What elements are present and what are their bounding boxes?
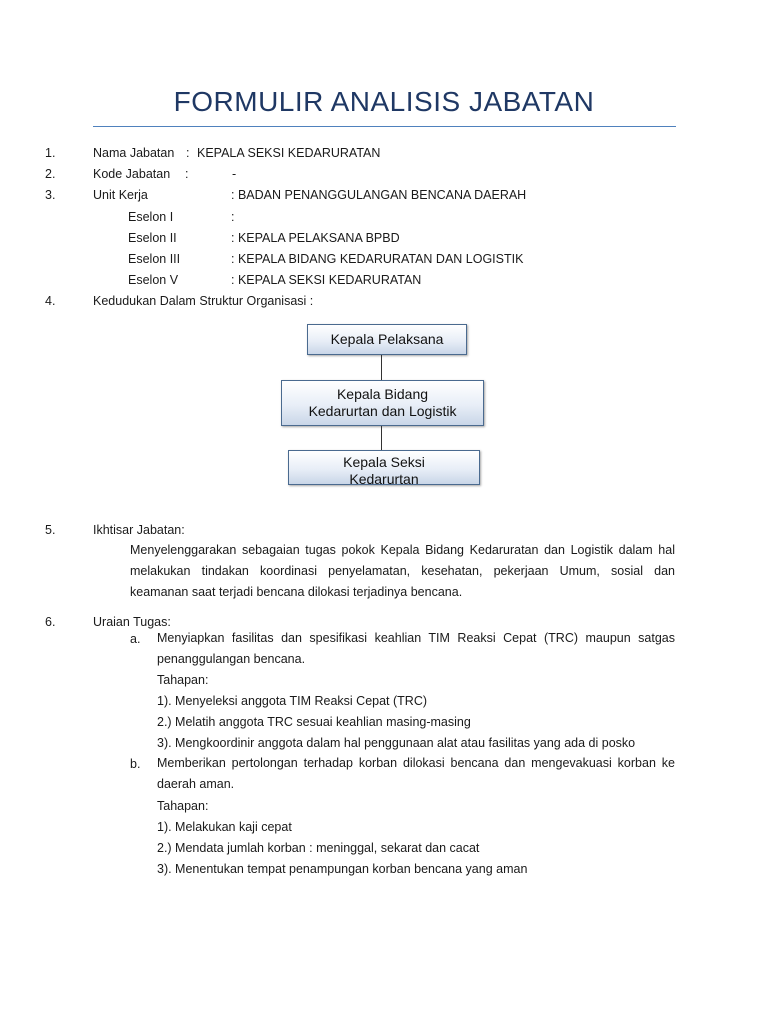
item-number-1: 1.	[45, 146, 56, 160]
task-b-step-1: 1). Melakukan kaji cepat	[157, 820, 292, 834]
task-a-tahapan: Tahapan:	[157, 673, 209, 687]
org-box-kepala-pelaksana-label: Kepala Pelaksana	[330, 331, 444, 347]
org-box-kepala-bidang-line1: Kepala Bidang	[336, 386, 429, 402]
task-a-marker: a.	[130, 632, 141, 646]
unit-kerja-value: : BADAN PENANGGULANGAN BENCANA DAERAH	[231, 188, 527, 202]
task-a-step-1: 1). Menyeleksi anggota TIM Reaksi Cepat (TRC)	[157, 694, 428, 708]
task-b-step-3: 3). Menentukan tempat penampungan korban bencana yang aman	[157, 862, 528, 876]
item-number-6: 6.	[45, 615, 56, 629]
task-b-step-2: 2.) Mendata jumlah korban : meninggal, sekarat dan cacat	[157, 841, 480, 855]
task-a-step-2: 2.) Melatih anggota TRC sesuai keahlian masing-masing	[157, 715, 471, 729]
task-a-text: Menyiapkan fasilitas dan spesifikasi keahlian TIM Reaksi Cepat (TRC) maupun satgas penanggulangan bencana.	[157, 631, 675, 666]
eselon-2-label: Eselon II	[128, 231, 177, 245]
uraian-label: Uraian Tugas:	[93, 615, 171, 629]
document-title: FORMULIR ANALISIS JABATAN	[173, 86, 595, 117]
title-underline	[93, 126, 676, 127]
org-box-kepala-seksi-line2: Kedarurtan	[349, 471, 419, 485]
task-b-marker: b.	[130, 757, 141, 771]
task-b-tahapan: Tahapan:	[157, 799, 209, 813]
kedudukan-label: Kedudukan Dalam Struktur Organisasi :	[93, 294, 314, 308]
kode-jabatan-value: -	[232, 167, 237, 181]
org-box-kepala-seksi-line1: Kepala Seksi	[343, 454, 425, 470]
nama-jabatan-label: Nama Jabatan	[93, 146, 175, 160]
eselon-5-label: Eselon V	[128, 273, 179, 287]
ikhtisar-text: Menyelenggarakan sebagaian tugas pokok Kepala Bidang Kedaruratan dan Logistik dalam hal melakukan tindakan koordinasi penyelamatan, kesehatan, pekerjaan Umum, sosial dan keamanan saat terjadi bencana dilokasi terjadinya bencana.	[130, 543, 675, 599]
item-number-5: 5.	[45, 523, 56, 537]
org-box-kepala-seksi	[288, 450, 480, 485]
org-box-kepala-pelaksana	[307, 324, 467, 355]
item-number-3: 3.	[45, 188, 56, 202]
eselon-2-value: : KEPALA PELAKSANA BPBD	[231, 231, 400, 245]
task-b-text: Memberikan pertolongan terhadap korban dilokasi bencana dan mengevakuasi korban ke daerah aman.	[157, 756, 675, 791]
unit-kerja-label: Unit Kerja	[93, 188, 148, 202]
eselon-1-label: Eselon I	[128, 210, 174, 224]
item-number-2: 2.	[45, 167, 56, 181]
kode-jabatan-label: Kode Jabatan	[93, 167, 171, 181]
task-a-step-3: 3). Mengkoordinir anggota dalam hal penggunaan alat atau fasilitas yang ada di posko	[157, 736, 636, 750]
eselon-1-value: :	[231, 210, 235, 224]
org-connector-2	[381, 426, 382, 450]
kode-jabatan-colon: :	[185, 167, 189, 181]
org-connector-1	[381, 355, 382, 380]
eselon-3-value: : KEPALA BIDANG KEDARURATAN DAN LOGISTIK	[231, 252, 524, 266]
nama-jabatan-colon: :	[186, 146, 190, 160]
org-box-kepala-bidang-line2: Kedarurtan dan Logistik	[308, 403, 457, 419]
ikhtisar-label: Ikhtisar Jabatan:	[93, 523, 185, 537]
org-box-kepala-bidang	[281, 380, 484, 426]
nama-jabatan-value: KEPALA SEKSI KEDARURATAN	[197, 146, 381, 160]
eselon-3-label: Eselon III	[128, 252, 181, 266]
item-number-4: 4.	[45, 294, 56, 308]
eselon-5-value: : KEPALA SEKSI KEDARURATAN	[231, 273, 422, 287]
